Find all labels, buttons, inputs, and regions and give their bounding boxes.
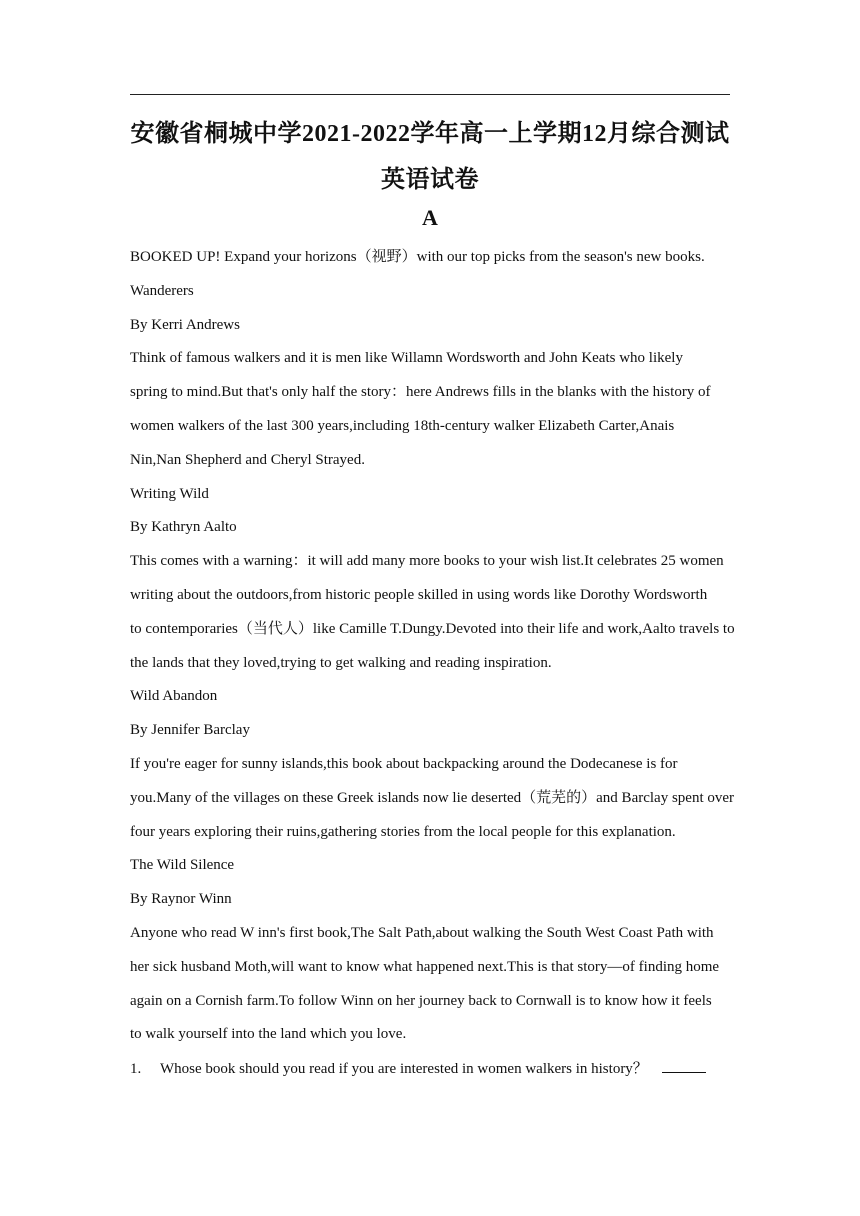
question-item: [130, 1056, 730, 1090]
book-title: Wanderers: [130, 282, 194, 299]
passage-line: If you're eager for sunny islands,this book about backpacking around the Dodecanese is for: [130, 755, 678, 772]
header-rule: [130, 94, 730, 95]
passage-line: four years exploring their ruins,gathering stories from the local people for this explanation.: [130, 823, 676, 840]
book-author: By Raynor Winn: [130, 891, 232, 908]
passage-line: Anyone who read W inn's first book,The Salt Path,about walking the South West Coast Path with: [130, 924, 714, 941]
passage-line: Nin,Nan Shepherd and Cheryl Strayed.: [130, 451, 365, 468]
passage-line: This comes with a warning：it will add many more books to your wish list.It celebrates 25 women: [130, 553, 724, 570]
passage-line: to contemporaries（当代人）like Camille T.Dungy.Devoted into their life and work,Aalto travels to: [130, 620, 735, 637]
passage-line: you.Many of the villages on these Greek islands now lie deserted（荒芜的）and Barclay spent over: [130, 789, 735, 806]
book-author: By Kerri Andrews: [130, 316, 240, 333]
passage: [130, 245, 735, 1090]
book-author: By Jennifer Barclay: [130, 722, 250, 739]
question-number: 1.: [130, 1061, 142, 1078]
document-title: 安徽省桐城中学2021-2022学年高一上学期12月综合测试: [130, 121, 730, 147]
passage-line: to walk yourself into the land which you love.: [130, 1026, 407, 1043]
book-title: Writing Wild: [130, 485, 209, 502]
passage-line: writing about the outdoors,from historic people skilled in using words like Dorothy Wordsworth: [130, 586, 708, 603]
book-title: The Wild Silence: [130, 857, 235, 874]
passage-line: spring to mind.But that's only half the story：here Andrews fills in the blanks with the history of: [130, 384, 711, 401]
passage-line: the lands that they loved,trying to get walking and reading inspiration.: [130, 654, 552, 671]
passage-line: BOOKED UP! Expand your horizons（视野）with our top picks from the season's new books.: [130, 249, 705, 265]
passage-line: again on a Cornish farm.To follow Winn on her journey back to Cornwall is to know how it feels: [130, 992, 712, 1009]
passage-line: Think of famous walkers and it is men like Willamn Wordsworth and John Keats who likely: [130, 350, 683, 367]
document-subtitle: 英语试卷: [381, 167, 479, 193]
answer-blank[interactable]: [662, 1056, 706, 1073]
question-text: Whose book should you read if you are interested in women walkers in history？: [160, 1061, 648, 1078]
section-heading: A: [422, 205, 438, 230]
passage-line: women walkers of the last 300 years,including 18th-century walker Elizabeth Carter,Anais: [130, 417, 675, 434]
book-author: By Kathryn Aalto: [130, 519, 237, 536]
book-title: Wild Abandon: [130, 688, 218, 705]
passage-line: her sick husband Moth,will want to know what happened next.This is that story—of finding home: [130, 958, 720, 975]
